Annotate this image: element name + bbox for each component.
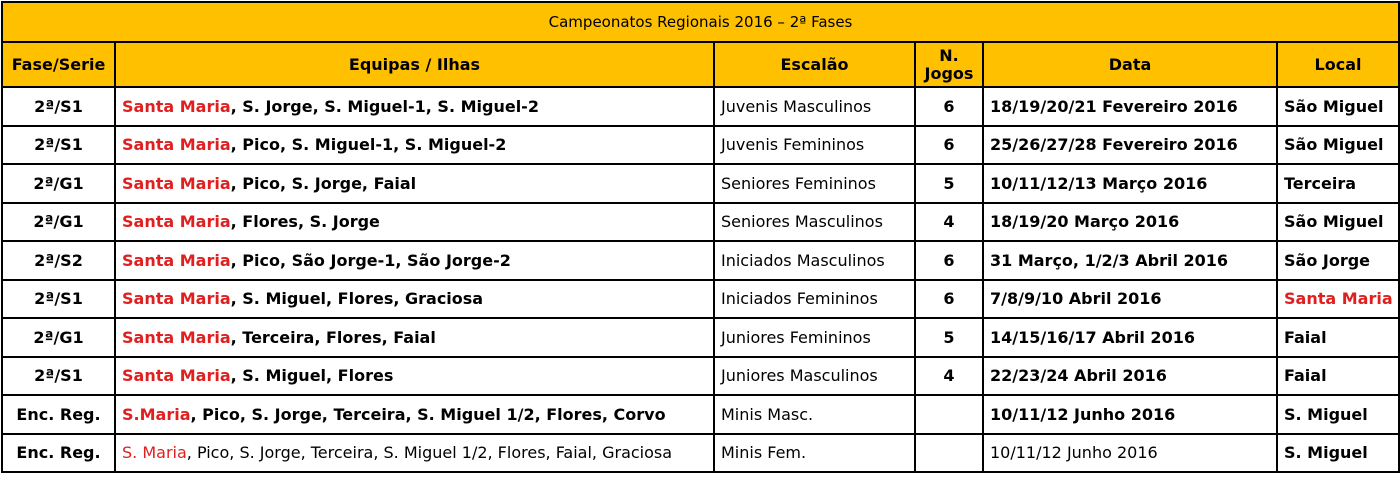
cell-escalao: Juniores Masculinos	[714, 357, 915, 396]
table-row	[2, 318, 1399, 357]
cell-data: 10/11/12/13 Março 2016	[983, 164, 1277, 203]
cell-jogos	[915, 395, 983, 434]
equipas-rest: , S. Miguel, Flores	[230, 366, 394, 386]
cell-jogos: 6	[915, 280, 983, 319]
cell-equipas	[115, 434, 714, 473]
equipas-highlight: Santa Maria	[122, 96, 231, 116]
cell-local: S. Miguel	[1277, 434, 1399, 473]
table-row	[2, 126, 1399, 165]
equipas-rest: , Flores, S. Jorge	[230, 212, 380, 232]
cell-equipas	[115, 357, 714, 396]
cell-fase: 2ª/G1	[2, 164, 115, 203]
cell-escalao: Juvenis Femininos	[714, 126, 915, 165]
cell-fase: 2ª/S1	[2, 357, 115, 396]
cell-jogos: 4	[915, 357, 983, 396]
cell-jogos	[915, 434, 983, 473]
cell-escalao: Minis Masc.	[714, 395, 915, 434]
equipas-highlight: Santa Maria	[122, 250, 231, 270]
header-local: Local	[1277, 42, 1399, 87]
cell-data: 22/23/24 Abril 2016	[983, 357, 1277, 396]
cell-fase: 2ª/G1	[2, 203, 115, 242]
equipas-rest: , Pico, S. Jorge, Terceira, S. Miguel 1/2, Flores, Faial, Graciosa	[186, 443, 673, 463]
cell-local: Faial	[1277, 357, 1399, 396]
cell-escalao: Iniciados Masculinos	[714, 241, 915, 280]
cell-fase: Enc. Reg.	[2, 434, 115, 473]
equipas-rest: , Terceira, Flores, Faial	[230, 327, 436, 347]
cell-local: Terceira	[1277, 164, 1399, 203]
table-row	[2, 357, 1399, 396]
cell-fase: Enc. Reg.	[2, 395, 115, 434]
table-body	[2, 87, 1399, 472]
cell-escalao: Minis Fem.	[714, 434, 915, 473]
equipas-rest: , Pico, São Jorge-1, São Jorge-2	[230, 250, 511, 270]
cell-data: 31 Março, 1/2/3 Abril 2016	[983, 241, 1277, 280]
header-row	[2, 42, 1399, 87]
table-row	[2, 203, 1399, 242]
equipas-rest: , Pico, S. Miguel-1, S. Miguel-2	[230, 135, 507, 155]
header-escalao: Escalão	[714, 42, 915, 87]
cell-data: 25/26/27/28 Fevereiro 2016	[983, 126, 1277, 165]
cell-escalao: Iniciados Femininos	[714, 280, 915, 319]
cell-data: 18/19/20 Março 2016	[983, 203, 1277, 242]
header-jogos-line2: Jogos	[924, 63, 974, 83]
cell-equipas	[115, 241, 714, 280]
cell-equipas	[115, 280, 714, 319]
cell-jogos: 6	[915, 241, 983, 280]
cell-jogos: 5	[915, 318, 983, 357]
schedule-table	[1, 1, 1400, 473]
header-data: Data	[983, 42, 1277, 87]
cell-data: 7/8/9/10 Abril 2016	[983, 280, 1277, 319]
cell-jogos: 5	[915, 164, 983, 203]
equipas-highlight: Santa Maria	[122, 212, 231, 232]
cell-jogos: 6	[915, 126, 983, 165]
cell-data: 14/15/16/17 Abril 2016	[983, 318, 1277, 357]
table-row	[2, 395, 1399, 434]
cell-data: 10/11/12 Junho 2016	[983, 434, 1277, 473]
equipas-highlight: Santa Maria	[122, 135, 231, 155]
table-row	[2, 87, 1399, 126]
cell-escalao: Juvenis Masculinos	[714, 87, 915, 126]
cell-equipas	[115, 164, 714, 203]
cell-local: São Jorge	[1277, 241, 1399, 280]
cell-fase: 2ª/S1	[2, 87, 115, 126]
equipas-highlight: S.Maria	[122, 404, 191, 424]
equipas-rest: , S. Miguel, Flores, Graciosa	[230, 289, 484, 309]
equipas-highlight: Santa Maria	[122, 173, 231, 193]
equipas-rest: , Pico, S. Jorge, Faial	[230, 173, 417, 193]
table-title: Campeonatos Regionais 2016 – 2ª Fases	[2, 2, 1399, 42]
equipas-rest: , S. Jorge, S. Miguel-1, S. Miguel-2	[230, 96, 539, 116]
cell-escalao: Seniores Femininos	[714, 164, 915, 203]
equipas-highlight: Santa Maria	[122, 327, 231, 347]
cell-jogos: 4	[915, 203, 983, 242]
header-jogos-line1: N.	[939, 45, 959, 65]
equipas-rest: , Pico, S. Jorge, Terceira, S. Miguel 1/2, Flores, Corvo	[190, 404, 666, 424]
table-row	[2, 434, 1399, 473]
cell-escalao: Juniores Femininos	[714, 318, 915, 357]
cell-equipas	[115, 87, 714, 126]
table-row	[2, 280, 1399, 319]
cell-escalao: Seniores Masculinos	[714, 203, 915, 242]
cell-local: São Miguel	[1277, 126, 1399, 165]
cell-data: 10/11/12 Junho 2016	[983, 395, 1277, 434]
cell-local: Faial	[1277, 318, 1399, 357]
header-fase: Fase/Serie	[2, 42, 115, 87]
cell-data: 18/19/20/21 Fevereiro 2016	[983, 87, 1277, 126]
cell-equipas	[115, 203, 714, 242]
cell-fase: 2ª/G1	[2, 318, 115, 357]
cell-local: São Miguel	[1277, 87, 1399, 126]
equipas-highlight: Santa Maria	[122, 366, 231, 386]
cell-jogos: 6	[915, 87, 983, 126]
cell-equipas	[115, 126, 714, 165]
cell-fase: 2ª/S1	[2, 280, 115, 319]
cell-fase: 2ª/S1	[2, 126, 115, 165]
header-jogos	[915, 42, 983, 87]
table-row	[2, 241, 1399, 280]
cell-equipas	[115, 395, 714, 434]
header-equipas: Equipas / Ilhas	[115, 42, 714, 87]
cell-equipas	[115, 318, 714, 357]
cell-local: S. Miguel	[1277, 395, 1399, 434]
equipas-highlight: Santa Maria	[122, 289, 231, 309]
title-row	[2, 2, 1399, 42]
equipas-highlight: S. Maria	[122, 443, 187, 463]
cell-fase: 2ª/S2	[2, 241, 115, 280]
cell-local: São Miguel	[1277, 203, 1399, 242]
cell-local: Santa Maria	[1277, 280, 1399, 319]
table-row	[2, 164, 1399, 203]
